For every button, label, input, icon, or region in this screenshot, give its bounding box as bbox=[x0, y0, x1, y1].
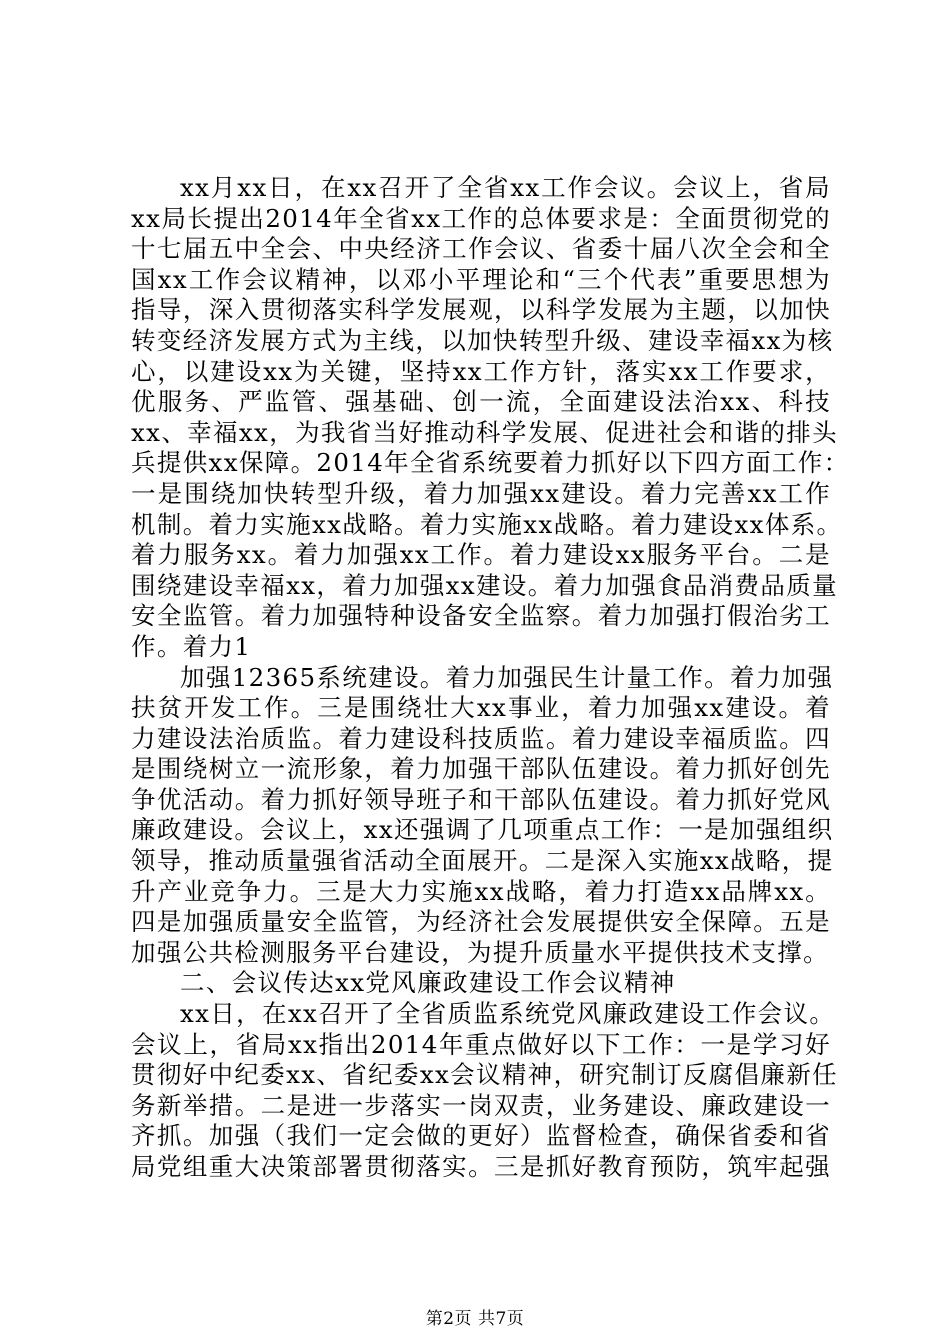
text-line: xx局长提出2014年全省xx工作的总体要求是：全面贯彻党的 bbox=[131, 203, 831, 233]
text-line: xx、幸福xx，为我省当好推动科学发展、促进社会和谐的排头 bbox=[131, 417, 838, 447]
text-line: 贯彻好中纪委xx、省纪委xx会议精神，研究制订反腐倡廉新任 bbox=[131, 1060, 838, 1090]
text-line: 加强公共检测服务平台建设，为提升质量水平提供技术支撑。 bbox=[131, 937, 829, 967]
text-line: 机制。着力实施xx战略。着力实施xx战略。着力建设xx体系。 bbox=[131, 509, 843, 539]
text-line: 务新举措。二是进一步落实一岗双责，业务建设、廉政建设一 bbox=[131, 1090, 831, 1120]
text-line: 会议上，省局xx指出2014年重点做好以下工作：一是学习好 bbox=[131, 1029, 831, 1059]
text-line: 四是加强质量安全监管，为经济社会发展提供安全保障。五是 bbox=[131, 907, 831, 937]
text-line: 十七届五中全会、中央经济工作会议、省委十届八次全会和全 bbox=[131, 234, 831, 264]
page-number-label: 第2页 共7页 bbox=[425, 1309, 525, 1329]
text-line: 二、会议传达xx党风廉政建设工作会议精神 bbox=[180, 968, 676, 998]
text-line: 廉政建设。会议上，xx还强调了几项重点工作：一是加强组织 bbox=[131, 815, 834, 845]
text-line: 扶贫开发工作。三是围绕壮大xx事业，着力加强xx建设。着 bbox=[131, 693, 831, 723]
text-line: 齐抓。加强（我们一定会做的更好）监督检查，确保省委和省 bbox=[131, 1121, 831, 1151]
text-line: 安全监管。着力加强特种设备安全监察。着力加强打假治劣工 bbox=[131, 601, 831, 631]
text-line: 争优活动。着力抓好领导班子和干部队伍建设。着力抓好党风 bbox=[131, 784, 831, 814]
text-line: 优服务、严监管、强基础、创一流，全面建设法治xx、科技 bbox=[131, 387, 831, 417]
text-line: 力建设法治质监。着力建设科技质监。着力建设幸福质监。四 bbox=[131, 723, 831, 753]
page-footer bbox=[0, 1304, 950, 1329]
text-line: 领导，推动质量强省活动全面展开。二是深入实施xx战略，提 bbox=[131, 846, 834, 876]
text-line: xx日，在xx召开了全省质监系统党风廉政建设工作会议。 bbox=[180, 999, 836, 1029]
text-line: 兵提供xx保障。2014年全省系统要着力抓好以下四方面工作： bbox=[131, 448, 850, 478]
text-line: 一是围绕加快转型升级，着力加强xx建设。着力完善xx工作 bbox=[131, 478, 831, 508]
text-line: 作。着力1 bbox=[131, 631, 252, 661]
text-line: 升产业竞争力。三是大力实施xx战略，着力打造xx品牌xx。 bbox=[131, 876, 831, 906]
text-line: 国xx工作会议精神，以邓小平理论和“三个代表”重要思想为 bbox=[131, 264, 831, 294]
text-line: 心，以建设xx为关键，坚持xx工作方针，落实xx工作要求， bbox=[131, 356, 831, 386]
document-body bbox=[131, 173, 850, 1183]
text-line: 指导，深入贯彻落实科学发展观，以科学发展为主题，以加快 bbox=[131, 295, 831, 325]
text-line: 转变经济发展方式为主线，以加快转型升级、建设幸福xx为核 bbox=[131, 325, 834, 355]
text-line: xx月xx日，在xx召开了全省xx工作会议。会议上，省局 bbox=[180, 173, 831, 202]
text-line: 局党组重大决策部署贯彻落实。三是抓好教育预防，筑牢起强 bbox=[131, 1152, 831, 1181]
text-line: 加强12365系统建设。着力加强民生计量工作。着力加强 bbox=[180, 662, 834, 692]
text-line: 围绕建设幸福xx，着力加强xx建设。着力加强食品消费品质量 bbox=[131, 570, 838, 600]
text-line: 着力服务xx。着力加强xx工作。着力建设xx服务平台。二是 bbox=[131, 540, 831, 570]
text-line: 是围绕树立一流形象，着力加强干部队伍建设。着力抓好创先 bbox=[131, 754, 831, 784]
